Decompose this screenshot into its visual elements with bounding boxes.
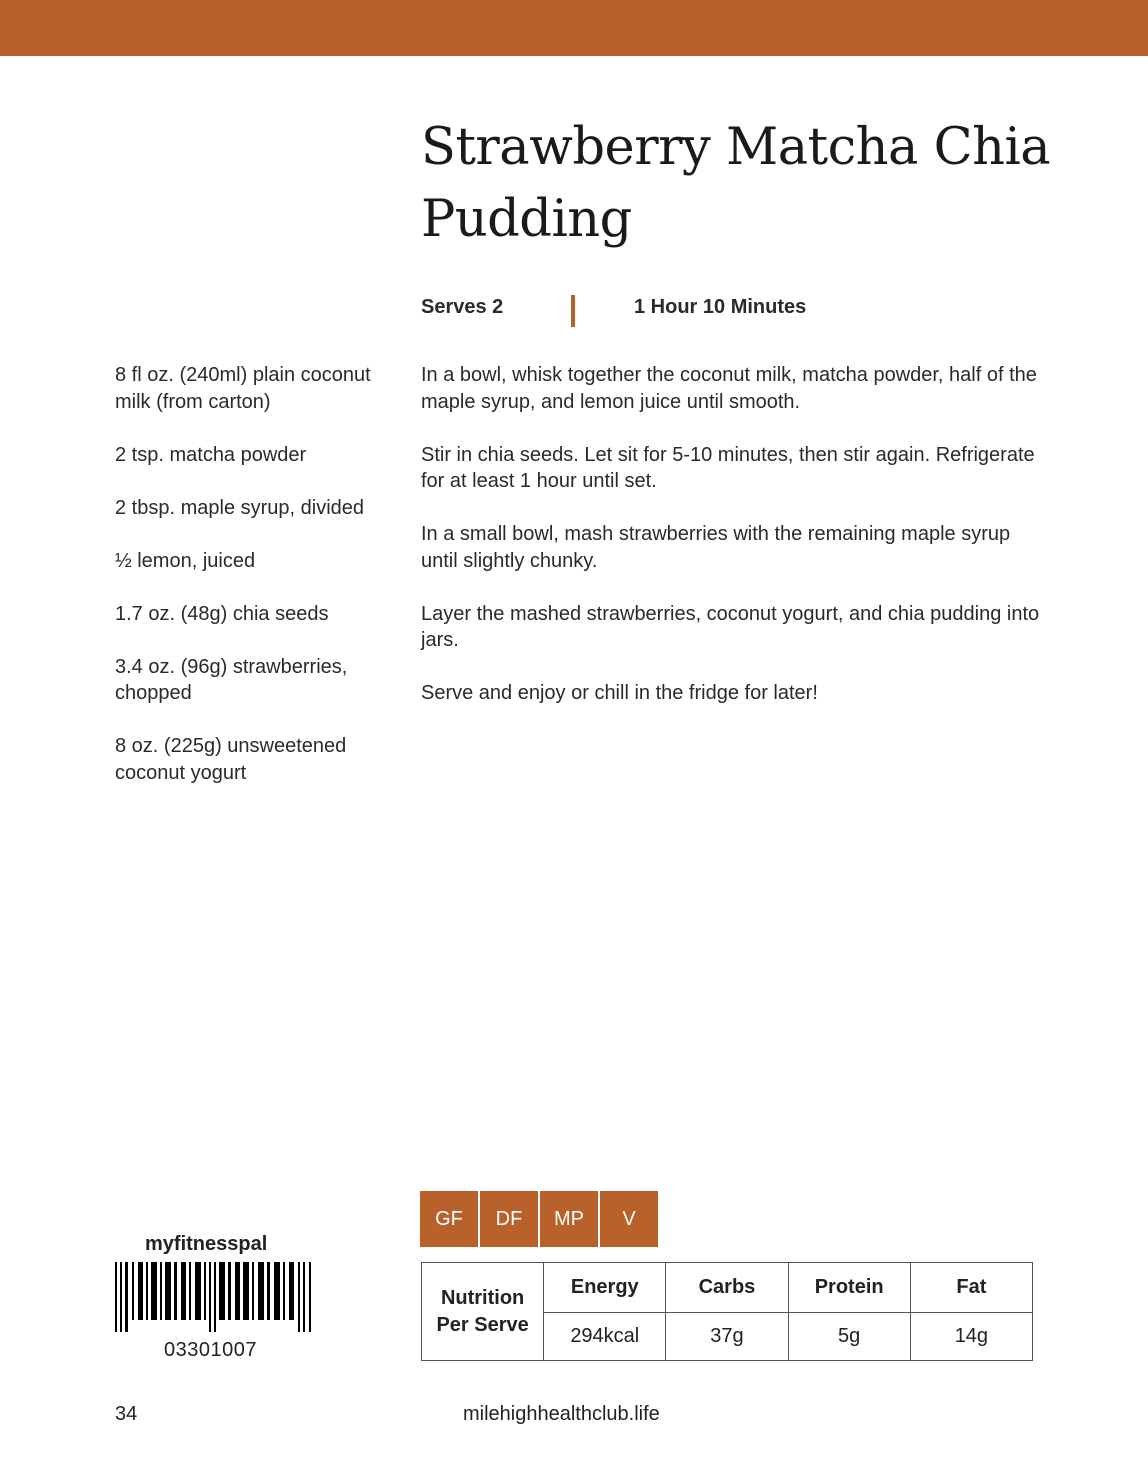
diet-tags — [420, 1191, 660, 1247]
nutrition-label-line1: Nutrition — [440, 1286, 525, 1309]
ingredient-item: 8 oz. (225g) unsweetened coconut yogurt — [115, 735, 347, 784]
nutrition-value-protein: 5g — [788, 1313, 910, 1361]
method-step: Serve and enjoy or chill in the fridge for later! — [421, 682, 818, 704]
ingredient-item: 2 tbsp. maple syrup, divided — [115, 496, 365, 519]
meta-divider — [571, 295, 575, 327]
method-step: Layer the mashed strawberries, coconut yogurt, and chia pudding into jars. — [421, 602, 1040, 651]
recipe-title: Strawberry Matcha Chia Pudding — [421, 118, 1051, 249]
ingredient-item: 3.4 oz. (96g) strawberries, chopped — [115, 655, 348, 704]
page-number: 34 — [115, 1403, 138, 1425]
ingredient-item: 8 fl oz. (240ml) plain coconut milk (from carton) — [115, 364, 371, 413]
diet-tag-v: V — [600, 1191, 658, 1247]
barcode-icon[interactable] — [115, 1262, 313, 1332]
nutrition-value-energy: 294kcal — [544, 1313, 666, 1361]
myfitnesspal-label: myfitnesspal — [145, 1233, 268, 1255]
top-accent-bar — [0, 0, 1148, 56]
nutrition-header-energy: Energy — [544, 1263, 666, 1313]
nutrition-header-carbs: Carbs — [666, 1263, 788, 1313]
nutrition-label-line2: Per Serve — [436, 1313, 529, 1336]
serves-label: Serves 2 — [421, 296, 504, 318]
method-step: Stir in chia seeds. Let sit for 5-10 minutes, then stir again. Refrigerate for at least 1 hour until set. — [421, 443, 1035, 492]
nutrition-value-fat: 14g — [910, 1313, 1032, 1361]
diet-tag-mp: MP — [540, 1191, 598, 1247]
nutrition-table — [421, 1262, 1033, 1361]
nutrition-value-carbs: 37g — [666, 1313, 788, 1361]
nutrition-header-fat: Fat — [910, 1263, 1032, 1313]
nutrition-row-label — [422, 1263, 544, 1361]
ingredients-list — [115, 362, 405, 813]
method-step: In a small bowl, mash strawberries with the remaining maple syrup until slightly chunky. — [421, 523, 1011, 572]
method-step: In a bowl, whisk together the coconut milk, matcha powder, half of the maple syrup, and lemon juice until smooth. — [421, 364, 1037, 413]
barcode-number: 03301007 — [164, 1339, 257, 1361]
nutrition-header-protein: Protein — [788, 1263, 910, 1313]
method-steps — [421, 362, 1041, 733]
diet-tag-gf: GF — [420, 1191, 478, 1247]
time-label: 1 Hour 10 Minutes — [634, 296, 807, 318]
ingredient-item: ½ lemon, juiced — [115, 549, 256, 572]
footer-url[interactable]: milehighhealthclub.life — [463, 1403, 660, 1425]
ingredient-item: 1.7 oz. (48g) chia seeds — [115, 602, 329, 625]
ingredient-item: 2 tsp. matcha powder — [115, 443, 307, 466]
diet-tag-df: DF — [480, 1191, 538, 1247]
